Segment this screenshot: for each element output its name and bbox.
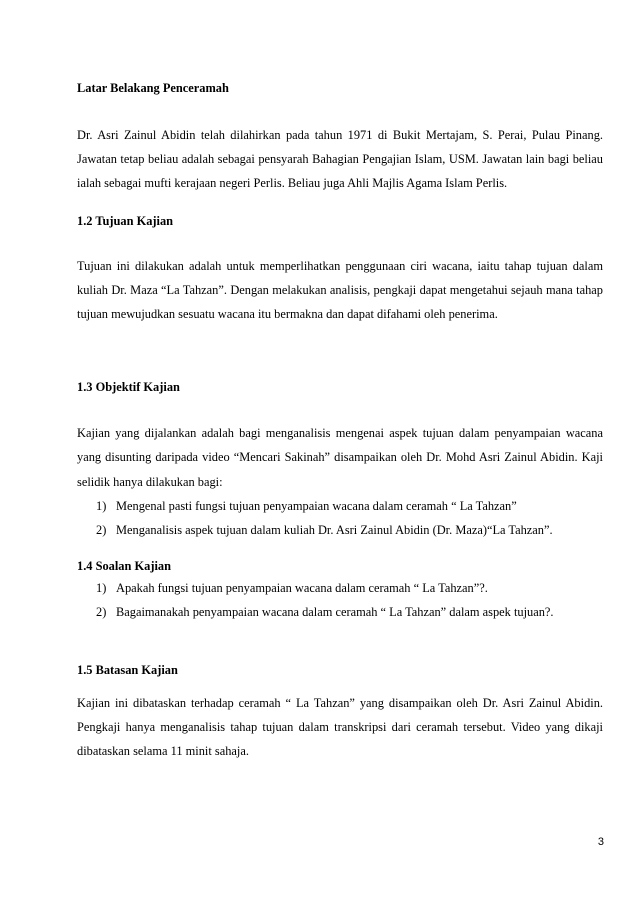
heading-objektif-kajian: 1.3 Objektif Kajian <box>77 380 180 395</box>
page-number: 3 <box>597 836 604 848</box>
section-tujuan-kajian <box>77 211 603 327</box>
list-item-text: Mengenal pasti fungsi tujuan penyampaian wacana dalam ceramah “ La Tahzan” <box>116 498 517 513</box>
heading-batasan-kajian: 1.5 Batasan Kajian <box>77 662 178 677</box>
heading-soalan-kajian: 1.4 Soalan Kajian <box>77 559 171 574</box>
list-item-number: 1) <box>96 498 107 513</box>
list-item <box>77 518 603 542</box>
heading-tujuan-kajian: 1.2 Tujuan Kajian <box>77 213 174 228</box>
paragraph-tujuan-kajian: Tujuan ini dilakukan adalah untuk memperlihatkan penggunaan ciri wacana, iaitu tahap tujuan dalam kuliah Dr. Maza “La Tahzan”. Dengan melakukan analisis, pengkaji dapat mengetahui sejauh mana tahap tujuan mewujudkan sesuatu wacana itu bermakna dan dapat difahami oleh penerima. <box>77 258 603 322</box>
list-item <box>77 600 603 624</box>
list-item-text: Menganalisis aspek tujuan dalam kuliah Dr. Asri Zainul Abidin (Dr. Maza)“La Tahzan”. <box>116 523 553 538</box>
section-soalan-kajian <box>77 556 603 624</box>
soalan-list <box>77 576 603 624</box>
list-item-number: 2) <box>96 523 107 538</box>
paragraph-latar-belakang: Dr. Asri Zainul Abidin telah dilahirkan pada tahun 1971 di Bukit Mertajam, S. Perai, Pulau Pinang. Jawatan tetap beliau adalah sebagai pensyarah Bahagian Pengajian Islam, USM. Jawatan lain bagi beliau ialah sebagai mufti kerajaan negeri Perlis. Beliau juga Ahli Majlis Agama Islam Perlis. <box>77 128 603 191</box>
section-batasan-kajian <box>77 660 603 764</box>
list-item-text: Bagaimanakah penyampaian wacana dalam ceramah “ La Tahzan” dalam aspek tujuan?. <box>116 605 554 620</box>
section-objektif-kajian <box>77 377 603 542</box>
heading-latar-belakang: Latar Belakang Penceramah <box>77 81 229 95</box>
list-item-number: 2) <box>96 605 107 620</box>
paragraph-batasan-kajian: Kajian ini dibataskan terhadap ceramah “ La Tahzan” yang disampaikan oleh Dr. Asri Zainul Abidin. Pengkaji hanya menganalisis tahap tujuan dalam transkripsi dari ceramah tersebut. Video yang dikaji dibataskan selama 11 minit sahaja. <box>77 695 603 759</box>
list-item-number: 1) <box>96 581 107 596</box>
list-item <box>77 494 603 518</box>
list-item <box>77 576 603 600</box>
list-item-text: Apakah fungsi tujuan penyampaian wacana dalam ceramah “ La Tahzan”?. <box>116 581 488 596</box>
paragraph-objektif-kajian: Kajian yang dijalankan adalah bagi menganalisis mengenai aspek tujuan dalam penyampaian wacana yang disunting daripada video “Mencari Sakinah” disampaikan oleh Dr. Mohd Asri Zainul Abidin. Kaji selidik hanya dilakukan bagi: <box>77 426 603 489</box>
objektif-list <box>77 494 603 542</box>
section-latar-belakang <box>77 78 603 196</box>
page-content <box>77 78 603 763</box>
